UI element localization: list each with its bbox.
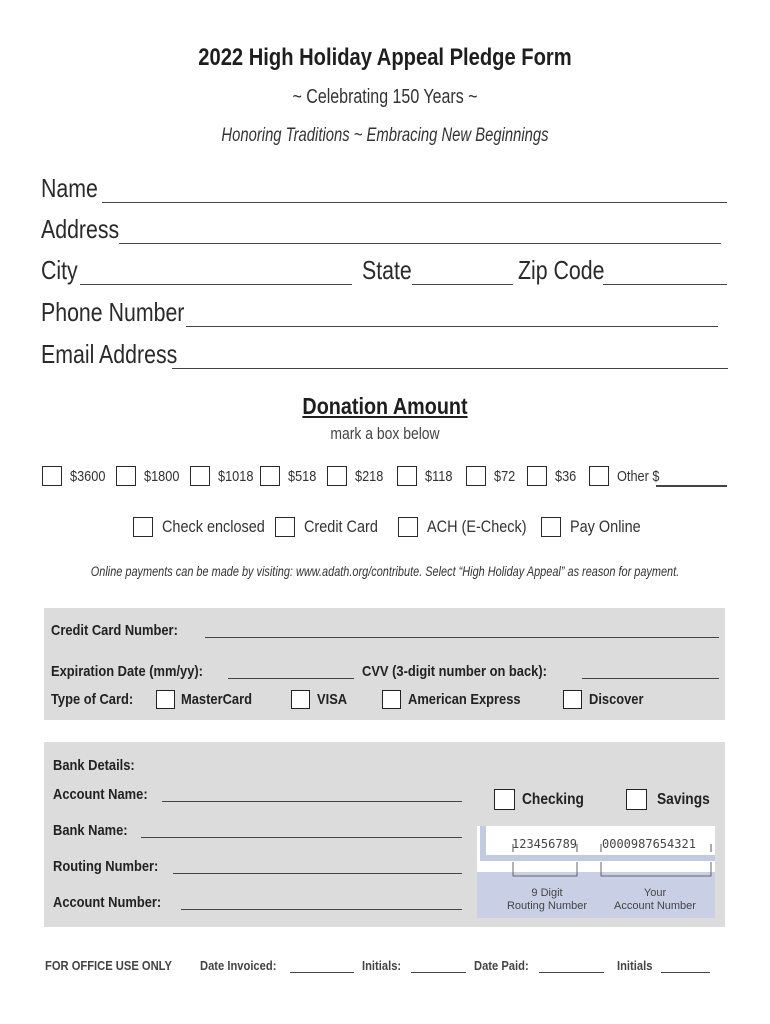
payment-method-label: Pay Online — [570, 517, 641, 536]
account-caption — [605, 887, 705, 913]
address-field[interactable] — [119, 243, 721, 244]
amount-checkbox-1800[interactable] — [116, 466, 136, 486]
amount-checkbox-518[interactable] — [260, 466, 280, 486]
office-use-label: FOR OFFICE USE ONLY — [45, 958, 172, 973]
account-caption-line: Account Number — [614, 900, 696, 912]
zip-label: Zip Code — [518, 255, 605, 285]
bank-details-heading: Bank Details: — [53, 757, 135, 774]
bank-name-label: Bank Name: — [53, 822, 128, 839]
account-name-label: Account Name: — [53, 786, 148, 803]
other-amount-field[interactable] — [656, 485, 727, 487]
amount-label: Other $ — [617, 468, 660, 485]
amount-label: $518 — [288, 468, 317, 485]
amount-checkbox-118[interactable] — [397, 466, 417, 486]
account-caption-line: Your — [643, 887, 667, 899]
sample-account-number: 0000987654321 — [602, 837, 696, 851]
amount-label: $72 — [494, 468, 516, 485]
checking-label: Checking — [522, 791, 584, 808]
check-sample-illustration — [477, 826, 715, 918]
check-enclosed-checkbox[interactable] — [133, 517, 153, 537]
card-type-option: Discover — [589, 691, 644, 708]
amount-checkbox-other[interactable] — [589, 466, 609, 486]
routing-caption — [497, 887, 597, 913]
savings-checkbox[interactable] — [626, 789, 647, 810]
cvv-field[interactable] — [582, 678, 719, 679]
city-label: City — [41, 255, 78, 285]
amount-checkbox-36[interactable] — [527, 466, 547, 486]
amount-label: $118 — [425, 468, 453, 485]
email-field[interactable] — [172, 368, 728, 369]
amount-label: $1800 — [144, 468, 180, 485]
name-field[interactable] — [102, 202, 727, 203]
address-label: Address — [41, 214, 120, 244]
card-type-option: VISA — [317, 691, 348, 708]
card-type-label: Type of Card: — [51, 691, 134, 708]
pay-online-checkbox[interactable] — [541, 517, 561, 537]
state-label: State — [362, 255, 412, 285]
amount-label: $36 — [555, 468, 577, 485]
credit-card-checkbox[interactable] — [275, 517, 295, 537]
account-number-field[interactable] — [181, 909, 462, 910]
savings-label: Savings — [657, 791, 710, 808]
amount-label: $218 — [355, 468, 384, 485]
form-tagline: Honoring Traditions ~ Embracing New Beginnings — [221, 125, 549, 146]
card-number-label: Credit Card Number: — [51, 622, 178, 639]
expiration-label: Expiration Date (mm/yy): — [51, 663, 203, 680]
routing-caption-line: 9 Digit — [531, 887, 563, 899]
online-payment-note: Online payments can be made by visiting: www.adath.org/contribute. Select “High Holiday Appeal” as reason for payment. — [90, 563, 680, 579]
form-subtitle: ~ Celebrating 150 Years ~ — [292, 86, 478, 108]
form-title: 2022 High Holiday Appeal Pledge Form — [198, 44, 572, 71]
phone-field[interactable] — [186, 326, 718, 327]
routing-number-label: Routing Number: — [53, 858, 159, 875]
initials-field[interactable] — [411, 972, 466, 973]
payment-method-label: ACH (E-Check) — [427, 517, 527, 536]
checking-checkbox[interactable] — [494, 789, 515, 810]
visa-checkbox[interactable] — [291, 690, 310, 709]
bank-name-field[interactable] — [141, 837, 462, 838]
american-express-checkbox[interactable] — [382, 690, 401, 709]
expiration-field[interactable] — [228, 678, 354, 679]
name-label: Name — [41, 173, 98, 203]
amount-checkbox-218[interactable] — [327, 466, 347, 486]
date-invoiced-field[interactable] — [290, 972, 354, 973]
account-name-field[interactable] — [162, 801, 462, 802]
donation-instruction: mark a box below — [330, 424, 440, 443]
card-type-option: American Express — [408, 691, 521, 708]
email-label: Email Address — [41, 339, 178, 369]
amount-label: $3600 — [70, 468, 106, 485]
payment-method-label: Check enclosed — [162, 517, 265, 536]
routing-caption-line: Routing Number — [506, 900, 588, 912]
amount-checkbox-3600[interactable] — [42, 466, 62, 486]
amount-checkbox-1018[interactable] — [190, 466, 210, 486]
zip-field[interactable] — [603, 284, 727, 285]
sample-routing-number: 123456789 — [512, 837, 578, 851]
account-number-label: Account Number: — [53, 894, 162, 911]
donation-heading: Donation Amount — [302, 393, 468, 419]
ach-checkbox[interactable] — [398, 517, 418, 537]
date-invoiced-label: Date Invoiced: — [200, 958, 277, 973]
cvv-label: CVV (3-digit number on back): — [362, 663, 547, 680]
card-number-field[interactable] — [205, 637, 719, 638]
discover-checkbox[interactable] — [563, 690, 582, 709]
date-paid-field[interactable] — [539, 972, 604, 973]
phone-label: Phone Number — [41, 297, 185, 327]
amount-label: $1018 — [218, 468, 254, 485]
date-paid-label: Date Paid: — [474, 958, 529, 973]
card-type-option: MasterCard — [181, 691, 252, 708]
mastercard-checkbox[interactable] — [156, 690, 175, 709]
payment-method-label: Credit Card — [304, 517, 378, 536]
initials-label: Initials: — [362, 958, 402, 973]
city-field[interactable] — [80, 284, 352, 285]
initials-label: Initials — [617, 958, 653, 973]
state-field[interactable] — [412, 284, 513, 285]
amount-checkbox-72[interactable] — [466, 466, 486, 486]
routing-number-field[interactable] — [173, 873, 462, 874]
initials-field[interactable] — [661, 972, 710, 973]
